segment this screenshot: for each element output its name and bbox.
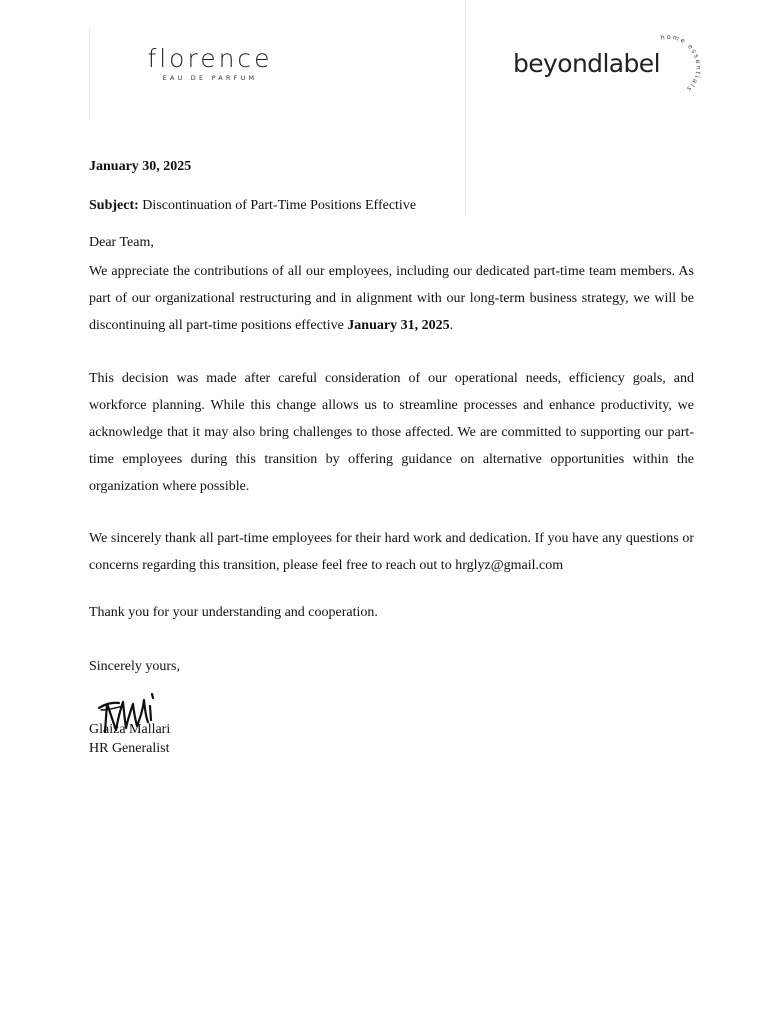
- header-divider-center: [465, 0, 466, 215]
- paragraph-1: [89, 258, 694, 339]
- paragraph-3: We sincerely thank all part-time employees for their hard work and dedication. If you have any questions or concerns regarding this transition, please feel free to reach out to hrglyz@gmail.com: [89, 531, 694, 573]
- signer-title: HR Generalist: [89, 741, 170, 756]
- florence-logo: [120, 45, 300, 82]
- signer-name: Glaiza Mallari: [89, 722, 171, 737]
- paragraph-1-end: .: [449, 318, 454, 333]
- closing: Sincerely yours,: [89, 659, 180, 674]
- svg-text:home essentials: [660, 33, 703, 94]
- salutation: Dear Team,: [89, 235, 154, 250]
- florence-logo-tagline: EAU DE PARFUM: [162, 74, 258, 82]
- letter-date: January 30, 2025: [89, 159, 192, 174]
- paragraph-4: Thank you for your understanding and cooperation.: [89, 605, 378, 620]
- letter-subject: [89, 198, 694, 214]
- beyondlabel-ring-label: home essentials: [659, 32, 703, 94]
- beyondlabel-logo: [513, 34, 703, 100]
- paragraph-1-text: We appreciate the contributions of all our employees, including our dedicated part-time team members. As part of our organizational restructuring and in alignment with our long-term business strategy, we will be discontinuing all part-time positions effective: [89, 264, 694, 333]
- header-divider-left: [89, 28, 90, 120]
- subject-label: Subject:: [89, 198, 139, 213]
- paragraph-2: This decision was made after careful consideration of our operational needs, efficiency goals, and workforce planning. While this change allows us to streamline processes and enhance productivity, we acknowledge that it may also bring challenges to those affected. We are committed to supporting our part-time employees during this transition by offering guidance on alternative opportunities within the organization where possible.: [89, 371, 694, 494]
- beyondlabel-ring-text: [649, 34, 703, 100]
- florence-logo-wordmark: florence: [147, 44, 273, 73]
- beyondlabel-logo-wordmark: beyondlabel: [513, 49, 660, 78]
- subject-text: Discontinuation of Part-Time Positions Effective: [138, 198, 417, 213]
- effective-date: January 31, 2025: [347, 318, 450, 333]
